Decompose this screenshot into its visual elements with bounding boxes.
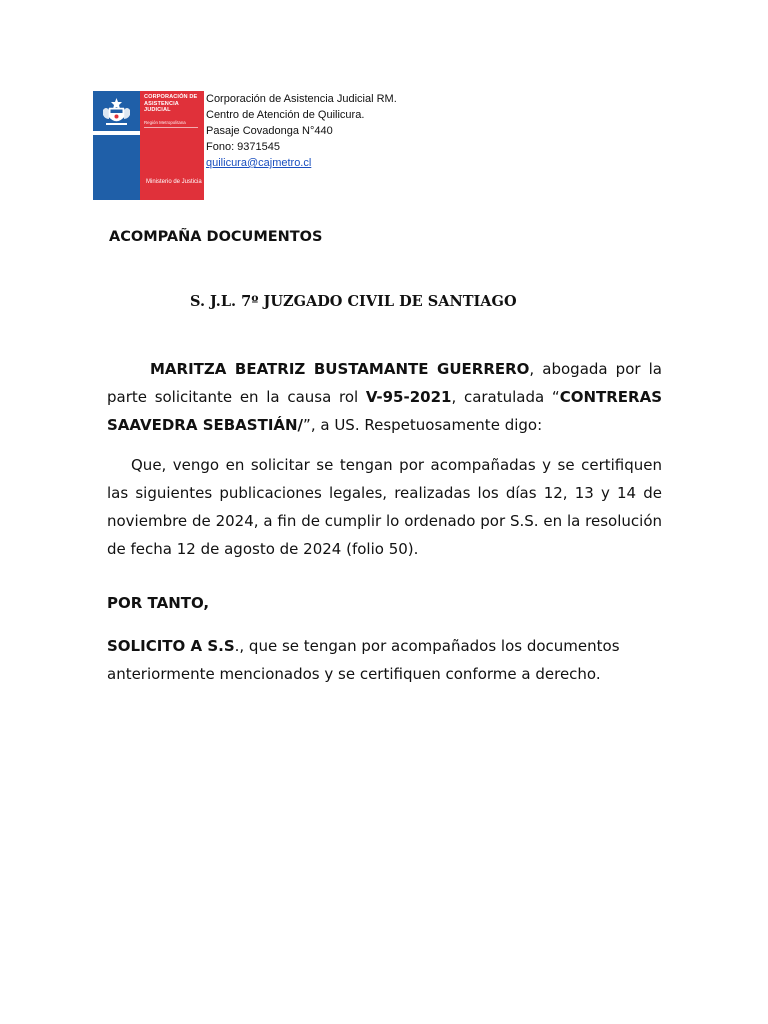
contact-block — [206, 91, 397, 171]
petition-paragraph — [107, 632, 662, 688]
intro-text-3: ”, a US. Respetuosamente digo: — [303, 416, 543, 434]
contact-line-institution: Corporación de Asistencia Judicial RM. — [206, 93, 397, 105]
contact-line-center: Centro de Atención de Quilicura. — [206, 109, 365, 121]
contact-line-address: Pasaje Covadonga N°440 — [206, 125, 333, 137]
email-link[interactable]: quilicura@cajmetro.cl — [206, 157, 312, 169]
contact-line-phone: Fono: 9371545 — [206, 141, 281, 153]
logo-ministry: Ministerio de Justicia — [146, 179, 202, 185]
logo-blue-panel — [93, 91, 140, 200]
coat-of-arms-icon — [100, 97, 133, 127]
logo-corp-name: CORPORACIÓN DE ASISTENCIA JUDICIAL — [144, 94, 198, 114]
court-heading: S. J.L. 7º JUZGADO CIVIL DE SANTIAGO — [190, 293, 517, 310]
document-title: ACOMPAÑA DOCUMENTOS — [109, 229, 323, 245]
request-paragraph: Que, vengo en solicitar se tengan por acompañadas y se certifiquen las siguientes publicaciones legales, realizadas los días 12, 13 y 14 de noviembre de 2024, a fin de cumplir lo ordenado por S.S. en la resolución de fecha 12 de agosto de 2024 (folio 50). — [107, 456, 662, 558]
intro-paragraph — [107, 355, 662, 439]
petition-lead: SOLICITO A S.S — [107, 637, 235, 655]
logo-red-panel — [140, 91, 204, 200]
institution-logo — [93, 91, 204, 200]
case-caption: CONTRERAS SAAVEDRA SEBASTIÁN/ — [107, 388, 662, 434]
intro-text-1: , abogada por la parte solicitante en la causa rol — [107, 360, 662, 406]
logo-region: Región Metropolitana — [144, 120, 186, 125]
case-rol: V-95-2021 — [365, 388, 452, 406]
lawyer-name: MARITZA BEATRIZ BUSTAMANTE GUERRERO — [150, 360, 530, 378]
por-tanto-heading: POR TANTO, — [107, 594, 210, 612]
intro-text-2: , caratulada “ — [451, 388, 560, 406]
logo-divider — [144, 127, 198, 128]
petition-text: ., que se tengan por acompañados los documentos anteriormente mencionados y se certifiquen conforme a derecho. — [107, 637, 620, 683]
